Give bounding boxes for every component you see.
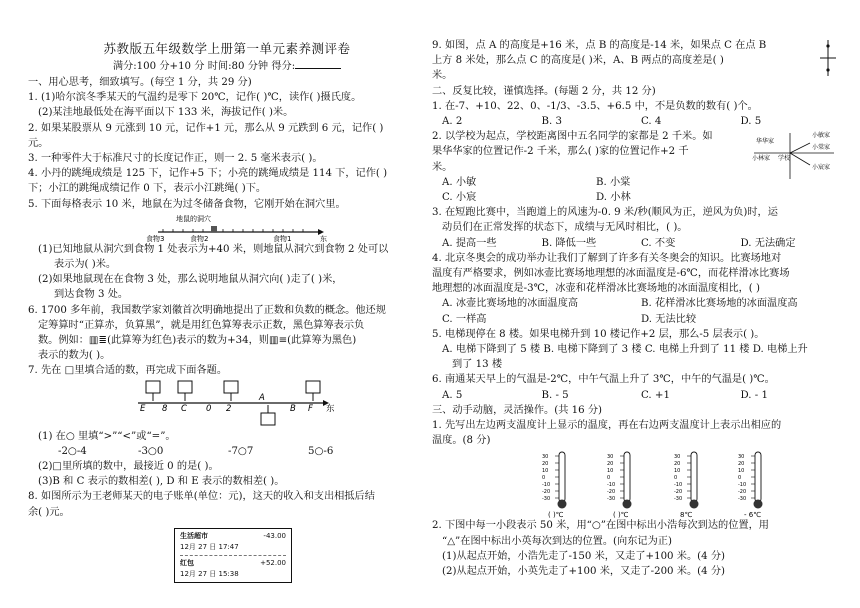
c2-label-xiaotang: 小棠家 (812, 144, 831, 152)
thermometer-tick-label: -10 (738, 482, 747, 489)
c2-line2: 果华华家的位置记作-2 千米，那么( )家的位置记作+2 千 (432, 146, 689, 158)
thermometer-tick-label: 10 (738, 468, 745, 475)
c2-option-c[interactable]: C. 小宸 (442, 192, 477, 204)
c2-label-xiaolin: 小林家 (752, 155, 771, 163)
q7-compare-row (28, 444, 426, 459)
c2-option-a[interactable]: A. 小敏 (442, 176, 477, 188)
thermometer-2[interactable] (607, 452, 632, 518)
exam-meta (28, 58, 426, 75)
c3-option-c[interactable]: C. 不变 (641, 237, 676, 249)
c4-option-c[interactable]: C. 一样高 (442, 313, 487, 325)
c4-line2: 温度有严格要求，例如冰壶比赛场地理想的冰面温度是-6℃，而花样滑冰比赛场 (432, 268, 790, 280)
c3-option-a[interactable]: A. 提高一些 (442, 237, 497, 249)
q8-bill (174, 528, 292, 583)
q7-label-E: E (140, 403, 146, 414)
thermometer-label-1: ( )℃ (548, 511, 564, 519)
o1-line2: 温度。(8 分) (432, 435, 491, 447)
q7-box-1[interactable] (146, 381, 160, 393)
q7-sub3: (3)B 和 C 表示的数相差( ), D 和 E 表示的数相差( )。 (38, 476, 285, 488)
c3-line2: 动员们在正常发挥的状态下，成绩与无风时相比，( )。 (442, 222, 688, 234)
burrow-icon (211, 226, 217, 232)
q5-sub2-line2: 到达食物 3 处。 (54, 289, 129, 301)
thermometer-tick-label: 30 (542, 454, 549, 461)
q9-height-figure (816, 38, 840, 78)
q7-sub1: (1) 在○ 里填“>”“<”或“=”。 (38, 430, 176, 442)
c4-option-a[interactable]: A. 冰壶比赛场地的冰面温度高 (442, 298, 579, 310)
c6-options (432, 388, 840, 403)
q1-part2: (2)某洼地最低处在海平面以下 133 米，海拔记作( )米。 (38, 107, 294, 119)
section-2-heading: 二、反复比较，谨慎选择。(每题 2 分，共 12 分) (432, 85, 656, 97)
score-blank[interactable] (295, 58, 341, 69)
q7-sub2: (2)□里所填的数中，最接近 0 的是( )。 (38, 461, 219, 473)
thermometer-tick-label: 10 (607, 468, 614, 475)
thermometer-tick-label: -10 (607, 482, 616, 489)
thermometer-tick-label: 10 (674, 468, 681, 475)
c1-options (432, 114, 840, 129)
q5-sub1-line2: 表示为( )米。 (54, 259, 117, 271)
c4-line3: 地理想的冰面温度是-3℃，冰壶和花样滑冰比赛场地的冰面温度相比，( ) (432, 283, 760, 295)
c2-block (432, 129, 840, 205)
q7-label-A: A (259, 392, 265, 403)
thermometer-tick-label: 0 (738, 475, 742, 482)
q5-label-east: 东 (320, 234, 327, 242)
q7-label-east: 东 (326, 403, 335, 414)
q5-figure (28, 212, 426, 242)
c2-label-huahua: 华华家 (756, 138, 775, 146)
thermometer-3[interactable] (674, 452, 699, 518)
c2-map-figure (750, 129, 838, 183)
o2-line2: “△”在图中标出小英每次到达的位置。(向东记为正) (442, 535, 672, 547)
thermometer-tick-label: -30 (607, 496, 616, 503)
c2-options-row1 (432, 175, 750, 190)
c6-option-a[interactable]: A. 5 (442, 389, 463, 401)
q7-label-0: 0 (206, 403, 212, 414)
c4-line1: 4. 北京冬奥会的成功举办让我们了解到了许多有关冬奥会的知识。比赛场地对 (432, 252, 782, 264)
q9-line1: 9. 如图，点 A 的高度是+16 米，点 B 的高度是-14 米，如果点 C 在点 B (432, 40, 767, 51)
c4-option-b[interactable]: B. 花样滑冰比赛场地的冰面温度高 (641, 298, 798, 310)
left-column (28, 0, 426, 583)
c1-option-d[interactable]: D. 5 (740, 116, 762, 128)
q6-line4: 表示的数为( )。 (38, 350, 111, 362)
thermometer-tick-label: 20 (674, 461, 681, 468)
thermometer-tick-label: -30 (674, 496, 683, 503)
q5-sub1-line1: (1)已知地鼠从洞穴到食物 1 处表示为+40 米，则地鼠从洞穴到食物 2 处可以 (38, 243, 389, 255)
c6: 6. 南通某天早上的气温是-2℃，中午气温上升了 3℃，中午的气温是( )℃。 (432, 374, 775, 386)
thermometer-tick-label: -20 (674, 489, 683, 496)
thermometer-label-4: - 6℃ (744, 511, 762, 519)
bill-row-1-name: 生活超市 (180, 531, 208, 540)
thermometer-tick-label: 20 (542, 461, 549, 468)
thermometer-tick-label: 0 (607, 475, 611, 482)
thermometer-4[interactable] (738, 452, 763, 518)
o1-line1: 1. 先写出左边两支温度计上显示的温度，再在右边两支温度计上表示出相应的 (432, 420, 782, 432)
q5-label-food1: 食物1 (273, 234, 292, 242)
q6-line2: 定筹算时“正算赤，负算黑”，就是用红色算筹表示正数，黑色算筹表示负 (38, 319, 365, 331)
thermometer-tick-label: -30 (738, 496, 747, 503)
c2-line3: 米。 (432, 161, 453, 173)
q5-sub2-line1: (2)如果地鼠现在在食物 3 处，那么说明地鼠从洞穴向( )走了( )米， (38, 274, 343, 286)
q8-line2: 余( )元。 (28, 506, 70, 518)
q7-label-C: C (181, 403, 187, 414)
thermometer-tick-label: -20 (607, 489, 616, 496)
q8-line1: 8. 如图所示为王老师某天的电子账单(单位：元)，这天的收入和支出相抵后结 (28, 491, 375, 503)
q5-caption: 地鼠的洞穴 (176, 214, 211, 223)
q7-box-4[interactable] (306, 381, 320, 393)
thermometer-tick-label: 10 (542, 468, 549, 475)
q7-label-F: F (308, 403, 313, 414)
q7-label-2: 2 (226, 403, 232, 414)
q6-line3: 数。例如：▥≣(此算筹为红色)表示的数为+34，则▥≡(此算筹为黑色) (38, 335, 357, 347)
bill-row-1 (180, 531, 286, 542)
c1-option-c[interactable]: C. 4 (641, 116, 662, 128)
q7-box-5[interactable] (261, 413, 275, 425)
q7-compare-1[interactable]: -2○-4 (58, 445, 87, 457)
thermometer-1[interactable] (542, 452, 567, 518)
c4-options-row1 (432, 296, 840, 311)
q1-part1: 1. (1)哈尔滨冬季某天的气温约是零下 20℃，记作( )℃，读作( )摄氏度。 (28, 92, 362, 104)
q7-number-line (28, 379, 426, 429)
q2-line2: 元。 (28, 137, 49, 149)
q3: 3. 一种零件大于标准尺寸的长度记作正，则一 2. 5 毫米表示( )。 (28, 153, 323, 165)
c2-label-school: 学校 (778, 155, 791, 163)
c1-option-a[interactable]: A. 2 (442, 116, 463, 128)
q4-line2: 下；小江的跳绳成绩记作 0 下，表示小江跳绳( )下。 (28, 183, 267, 195)
q9-block (432, 38, 840, 84)
q7-label-8: 8 (162, 403, 168, 414)
thermometer-tick-label: -20 (542, 489, 551, 496)
thermometer-tick-label: 20 (738, 461, 745, 468)
c2-label-xiaochen: 小宸家 (812, 164, 831, 172)
q7-box-3[interactable] (224, 381, 238, 393)
thermometer-tick-label: 30 (738, 454, 745, 461)
o2-sub2: (2)从起点开始，小英先走了+100 米，又走了-200 米。(4 分) (442, 566, 726, 578)
thermometer-tick-label: -10 (542, 482, 551, 489)
thermometer-label-3: 8℃ (680, 511, 693, 519)
c4-options-row2 (432, 312, 840, 327)
c5-options-line2[interactable]: 到了 13 楼 (452, 359, 503, 371)
c6-option-d[interactable]: D. - 1 (740, 389, 768, 401)
thermometer-tick-label: 20 (607, 461, 614, 468)
q7-label-B: B (290, 403, 296, 414)
thermometer-tick-label: 0 (674, 475, 678, 482)
c1: 1. 在-7、+10、22、0、-1/3、-3.5、+6.5 中，不是负数的数有( )个。 (432, 100, 758, 112)
q7-compare-4[interactable]: 5○-6 (308, 445, 334, 457)
q9-line3: 米。 (432, 70, 453, 82)
thermometer-tick-label: -30 (542, 496, 551, 503)
q5: 5. 下面每格表示 10 米，地鼠在为过冬储备食物，它刚开始在洞穴里。 (28, 198, 346, 210)
bill-row-1-amount: -43.00 (263, 531, 286, 540)
bill-row-2-time: 12月 27 日 15:38 (180, 569, 239, 578)
bill-divider (180, 555, 286, 556)
bill-row-2 (180, 558, 286, 569)
q2-line1: 2. 如果某股票从 9 元涨到 10 元，记作+1 元，那么从 9 元跌到 6 元，记作( ) (28, 122, 384, 134)
q7-compare-3[interactable]: -7○7 (228, 445, 254, 457)
c2-label-xiaomin: 小敏家 (812, 132, 831, 140)
thermometer-tick-label: 30 (674, 454, 681, 461)
thermometers-figure (432, 448, 840, 518)
q9-line2: 上方 8 米处，那么点 C 的高度是( )米，A、B 两点的高度差是( ) (432, 55, 724, 67)
q7-box-2[interactable] (178, 381, 192, 393)
q7-compare-2[interactable]: -3○0 (138, 445, 164, 457)
exam-meta-text: 满分:100 分+10 分 时间:80 分钟 得分: (112, 61, 296, 72)
c4-option-d[interactable]: D. 无法比较 (641, 313, 697, 325)
c1-option-b[interactable]: B. 3 (541, 116, 562, 128)
c2-options-row2 (432, 190, 750, 205)
section-3-heading: 三、动手动脑，灵活操作。(共 16 分) (432, 404, 603, 416)
q6-line1: 6. 1700 多年前，我国数学家刘徽首次明确地提出了正数和负数的概念。他还规 (28, 304, 386, 316)
page-title: 苏教版五年级数学上册第一单元素养测评卷 (103, 41, 351, 56)
thermometer-tick-label: -20 (738, 489, 747, 496)
c6-option-c[interactable]: C. +1 (641, 389, 670, 401)
q4-line1: 4. 小丹的跳绳成绩是 125 下，记作+5 下；小亮的跳绳成绩是 114 下，记作( ) (28, 168, 388, 180)
bill-row-2-amount: +52.00 (260, 558, 286, 567)
q7: 7. 先在 □里填合适的数，再完成下面各题。 (28, 365, 228, 377)
q7-figure (28, 379, 426, 429)
thermometer-tick-label: 30 (607, 454, 614, 461)
thermometer-tick-label: -10 (674, 482, 683, 489)
thermometer-label-2: ( )℃ (613, 511, 629, 519)
q5-label-food3: 食物3 (146, 234, 165, 242)
right-column (432, 38, 840, 579)
c2-option-b[interactable]: B. 小棠 (596, 176, 631, 188)
o2-line1: 2. 下图中每一小段表示 50 米，用“○”在图中标出小浩每次到达的位置，用 (432, 520, 769, 532)
thermometer-row (432, 448, 840, 518)
c6-option-b[interactable]: B. - 5 (541, 389, 569, 401)
q5-number-line (28, 212, 426, 242)
o2-sub1: (1)从起点开始，小浩先走了-150 米，又走了+100 米。(4 分) (442, 550, 726, 562)
c3-line1: 3. 在短跑比赛中，当跑道上的风速为-0. 9 米/秒(顺风为正，逆风为负)时，运 (432, 207, 778, 219)
c3-option-b[interactable]: B. 降低一些 (541, 237, 597, 249)
c3-option-d[interactable]: D. 无法确定 (740, 237, 796, 249)
q5-label-food2: 食物2 (190, 234, 209, 242)
section-1-heading: 一、用心思考，细致填写。(每空 1 分，共 29 分) (28, 77, 252, 88)
c5: 5. 电梯现停在 8 楼。如果电梯升到 10 楼记作+2 层，那么-5 层表示( )。 (432, 328, 765, 340)
c5-options-line1[interactable]: A. 电梯下降到了 5 楼 B. 电梯下降到了 3 楼 C. 电梯上升到了 11 楼 D. 电梯上升 (442, 344, 808, 356)
c3-options (432, 236, 840, 251)
thermometer-tick-label: 0 (542, 475, 546, 482)
bill-row-2-name: 红包 (180, 558, 194, 567)
c2-option-d[interactable]: D. 小林 (596, 192, 631, 204)
bill-row-1-time: 12月 27 日 17:47 (180, 542, 239, 551)
c2-line1: 2. 以学校为起点，学校距离图中五名同学的家都是 2 千米。如 (432, 131, 713, 143)
